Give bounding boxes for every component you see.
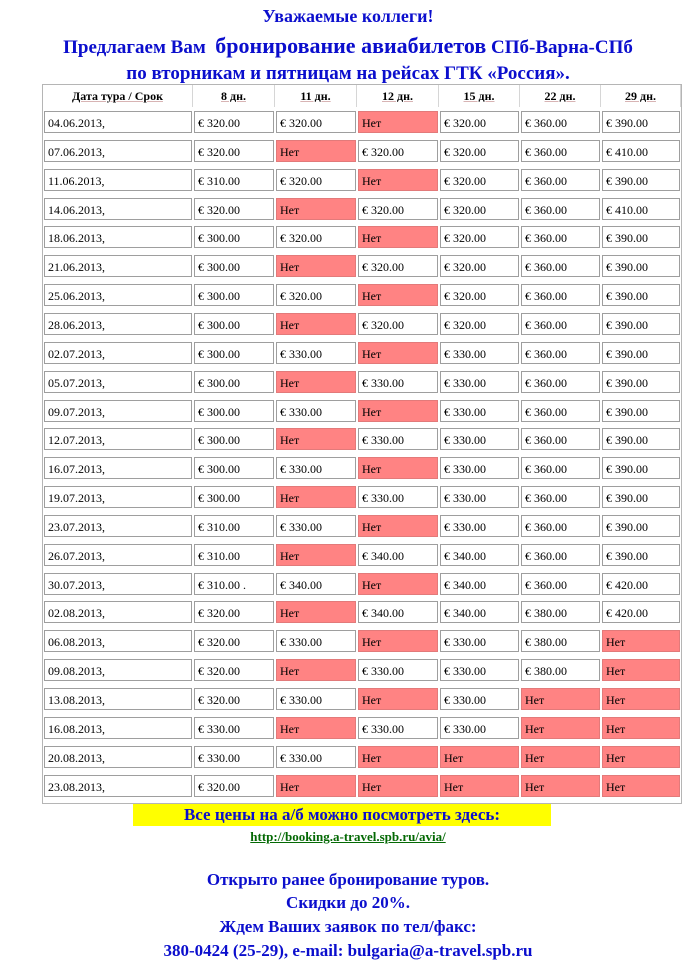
price-cell: € 330.00 <box>276 457 356 479</box>
offer-lead: Предлагаем Вам <box>63 37 206 58</box>
footer-contacts: 380-0424 (25-29), e-mail: bulgaria@a-travel.spb.ru <box>163 941 533 960</box>
unavailable-cell: Нет <box>358 746 438 768</box>
column-header-date: Дата тура / Срок <box>43 85 193 107</box>
price-cell: € 320.00 <box>194 775 274 797</box>
price-cell: € 390.00 <box>602 400 680 422</box>
unavailable-cell: Нет <box>358 111 438 133</box>
price-cell: € 330.00 <box>440 688 519 710</box>
price-cell: € 380.00 <box>521 659 600 681</box>
unavailable-cell: Нет <box>276 717 356 739</box>
footer-early-booking: Открыто ранее бронирование туров. <box>206 870 490 889</box>
price-cell: € 410.00 <box>602 198 680 220</box>
tour-date-cell: 18.06.2013, <box>44 226 192 248</box>
unavailable-cell: Нет <box>276 371 356 393</box>
price-cell: € 340.00 <box>276 573 356 595</box>
price-cell: € 330.00 <box>276 342 356 364</box>
price-cell: € 300.00 <box>194 371 274 393</box>
price-cell: € 330.00 <box>440 515 519 537</box>
price-cell: € 300.00 <box>194 284 274 306</box>
price-cell: € 360.00 <box>521 515 600 537</box>
price-cell: € 310.00 <box>194 169 274 191</box>
tour-date-cell: 30.07.2013, <box>44 573 192 595</box>
unavailable-cell: Нет <box>521 688 600 710</box>
price-cell: € 320.00 <box>440 226 519 248</box>
price-cell: € 340.00 <box>358 544 438 566</box>
price-cell: € 320.00 <box>276 226 356 248</box>
price-cell: € 330.00 <box>276 688 356 710</box>
column-header-d29: 29 дн. <box>601 85 681 107</box>
price-cell: € 330.00 <box>440 659 519 681</box>
price-cell: € 300.00 <box>194 428 274 450</box>
price-cell: € 360.00 <box>521 198 600 220</box>
tour-date-cell: 02.08.2013, <box>44 601 192 623</box>
price-cell: € 320.00 <box>440 169 519 191</box>
tour-date-cell: 02.07.2013, <box>44 342 192 364</box>
price-cell: € 320.00 <box>276 169 356 191</box>
price-cell: € 390.00 <box>602 169 680 191</box>
price-table <box>42 84 682 804</box>
unavailable-cell: Нет <box>276 601 356 623</box>
price-cell: € 330.00 <box>358 486 438 508</box>
price-cell: € 360.00 <box>521 342 600 364</box>
price-cell: € 330.00 <box>440 428 519 450</box>
unavailable-cell: Нет <box>440 746 519 768</box>
price-cell: € 330.00 <box>194 717 274 739</box>
unavailable-cell: Нет <box>276 255 356 277</box>
unavailable-cell: Нет <box>358 573 438 595</box>
tour-date-cell: 12.07.2013, <box>44 428 192 450</box>
price-cell: € 390.00 <box>602 111 680 133</box>
price-cell: € 360.00 <box>521 140 600 162</box>
price-cell: € 420.00 <box>602 573 680 595</box>
tour-date-cell: 21.06.2013, <box>44 255 192 277</box>
price-cell: € 360.00 <box>521 486 600 508</box>
price-cell: € 330.00 <box>358 428 438 450</box>
unavailable-cell: Нет <box>276 775 356 797</box>
all-prices-banner <box>133 804 551 826</box>
price-cell: € 300.00 <box>194 457 274 479</box>
price-cell: € 320.00 <box>358 198 438 220</box>
unavailable-cell: Нет <box>602 630 680 652</box>
price-cell: € 390.00 <box>602 342 680 364</box>
price-cell: € 330.00 <box>440 486 519 508</box>
price-cell: € 360.00 <box>521 457 600 479</box>
tour-date-cell: 23.07.2013, <box>44 515 192 537</box>
price-cell: € 320.00 <box>194 198 274 220</box>
price-cell: € 390.00 <box>602 313 680 335</box>
price-cell: € 320.00 <box>358 255 438 277</box>
price-cell: € 330.00 <box>358 659 438 681</box>
unavailable-cell: Нет <box>276 428 356 450</box>
price-cell: € 320.00 <box>358 313 438 335</box>
offer-heading <box>0 33 696 59</box>
tour-date-cell: 07.06.2013, <box>44 140 192 162</box>
price-cell: € 390.00 <box>602 544 680 566</box>
unavailable-cell: Нет <box>358 284 438 306</box>
price-cell: € 340.00 <box>358 601 438 623</box>
price-cell: € 420.00 <box>602 601 680 623</box>
price-cell: € 360.00 <box>521 284 600 306</box>
price-cell: € 300.00 <box>194 486 274 508</box>
price-cell: € 330.00 <box>194 746 274 768</box>
unavailable-cell: Нет <box>602 717 680 739</box>
unavailable-cell: Нет <box>358 630 438 652</box>
unavailable-cell: Нет <box>602 746 680 768</box>
tour-date-cell: 04.06.2013, <box>44 111 192 133</box>
tour-date-cell: 16.08.2013, <box>44 717 192 739</box>
unavailable-cell: Нет <box>276 544 356 566</box>
price-cell: € 390.00 <box>602 515 680 537</box>
booking-link[interactable]: http://booking.a-travel.spb.ru/avia/ <box>250 829 446 844</box>
tour-date-cell: 09.07.2013, <box>44 400 192 422</box>
all-prices-banner-colon: : <box>494 805 501 824</box>
price-cell: € 390.00 <box>602 226 680 248</box>
price-cell: € 360.00 <box>521 111 600 133</box>
price-cell: € 320.00 <box>276 111 356 133</box>
price-cell: € 300.00 <box>194 255 274 277</box>
price-cell: € 300.00 <box>194 400 274 422</box>
price-cell: € 360.00 <box>521 400 600 422</box>
price-cell: € 390.00 <box>602 486 680 508</box>
price-cell: € 300.00 <box>194 342 274 364</box>
price-cell: € 360.00 <box>521 573 600 595</box>
tour-date-cell: 11.06.2013, <box>44 169 192 191</box>
price-cell: € 320.00 <box>440 198 519 220</box>
unavailable-cell: Нет <box>602 775 680 797</box>
price-cell: € 320.00 <box>440 140 519 162</box>
unavailable-cell: Нет <box>276 313 356 335</box>
price-cell: € 320.00 <box>194 601 274 623</box>
price-cell: € 310.00 <box>194 544 274 566</box>
unavailable-cell: Нет <box>358 400 438 422</box>
price-cell: € 360.00 <box>521 313 600 335</box>
tour-date-cell: 19.07.2013, <box>44 486 192 508</box>
tour-date-cell: 13.08.2013, <box>44 688 192 710</box>
unavailable-cell: Нет <box>276 140 356 162</box>
price-cell: € 360.00 <box>521 169 600 191</box>
price-cell: € 330.00 <box>440 717 519 739</box>
unavailable-cell: Нет <box>358 515 438 537</box>
price-cell: € 330.00 <box>440 342 519 364</box>
unavailable-cell: Нет <box>521 746 600 768</box>
offer-main: бронирование авиабилетов <box>215 33 487 58</box>
price-cell: € 340.00 <box>440 573 519 595</box>
price-cell: € 320.00 <box>194 111 274 133</box>
column-header-d12: 12 дн. <box>357 85 439 107</box>
price-cell: € 330.00 <box>440 371 519 393</box>
unavailable-cell: Нет <box>358 169 438 191</box>
price-cell: € 310.00 <box>194 515 274 537</box>
price-cell: € 360.00 <box>521 544 600 566</box>
price-cell: € 390.00 <box>602 284 680 306</box>
offer-schedule: по вторникам и пятницам на рейсах ГТК «Россия». <box>126 63 570 84</box>
price-cell: € 300.00 <box>194 226 274 248</box>
price-cell: € 330.00 <box>440 400 519 422</box>
price-cell: € 340.00 <box>440 544 519 566</box>
unavailable-cell: Нет <box>358 342 438 364</box>
unavailable-cell: Нет <box>521 717 600 739</box>
price-cell: € 380.00 <box>521 630 600 652</box>
price-cell: € 360.00 <box>521 428 600 450</box>
price-cell: € 340.00 <box>440 601 519 623</box>
unavailable-cell: Нет <box>358 457 438 479</box>
tour-date-cell: 23.08.2013, <box>44 775 192 797</box>
tour-date-cell: 14.06.2013, <box>44 198 192 220</box>
footer-discount: Скидки до 20%. <box>286 893 410 912</box>
price-cell: € 330.00 <box>276 400 356 422</box>
price-cell: € 320.00 <box>440 255 519 277</box>
price-cell: € 320.00 <box>276 284 356 306</box>
price-cell: € 360.00 <box>521 226 600 248</box>
unavailable-cell: Нет <box>440 775 519 797</box>
price-cell: € 320.00 <box>194 630 274 652</box>
price-cell: € 310.00 . <box>194 573 274 595</box>
tour-date-cell: 28.06.2013, <box>44 313 192 335</box>
price-cell: € 320.00 <box>440 313 519 335</box>
price-cell: € 380.00 <box>521 601 600 623</box>
price-cell: € 330.00 <box>358 717 438 739</box>
column-header-d15: 15 дн. <box>439 85 520 107</box>
price-cell: € 320.00 <box>358 140 438 162</box>
greeting-heading: Уважаемые коллеги! <box>262 6 434 26</box>
tour-date-cell: 06.08.2013, <box>44 630 192 652</box>
price-cell: € 360.00 <box>521 255 600 277</box>
price-cell: € 320.00 <box>194 659 274 681</box>
all-prices-banner-text: Все цены на а/б можно посмотреть здесь <box>183 805 495 824</box>
price-cell: € 320.00 <box>440 284 519 306</box>
unavailable-cell: Нет <box>276 198 356 220</box>
price-cell: € 390.00 <box>602 371 680 393</box>
tour-date-cell: 16.07.2013, <box>44 457 192 479</box>
unavailable-cell: Нет <box>602 688 680 710</box>
price-cell: € 330.00 <box>440 630 519 652</box>
price-cell: € 320.00 <box>194 688 274 710</box>
tour-date-cell: 09.08.2013, <box>44 659 192 681</box>
price-cell: € 300.00 <box>194 313 274 335</box>
offer-route: СПб-Варна-СПб <box>491 37 633 58</box>
column-header-d11: 11 дн. <box>275 85 357 107</box>
price-cell: € 390.00 <box>602 428 680 450</box>
tour-date-cell: 05.07.2013, <box>44 371 192 393</box>
price-cell: € 330.00 <box>276 630 356 652</box>
unavailable-cell: Нет <box>358 775 438 797</box>
price-cell: € 330.00 <box>276 746 356 768</box>
tour-date-cell: 20.08.2013, <box>44 746 192 768</box>
price-cell: € 390.00 <box>602 457 680 479</box>
price-cell: € 360.00 <box>521 371 600 393</box>
price-cell: € 330.00 <box>440 457 519 479</box>
tour-date-cell: 26.07.2013, <box>44 544 192 566</box>
unavailable-cell: Нет <box>276 659 356 681</box>
unavailable-cell: Нет <box>602 659 680 681</box>
price-cell: € 330.00 <box>358 371 438 393</box>
price-cell: € 320.00 <box>194 140 274 162</box>
price-cell: € 320.00 <box>440 111 519 133</box>
column-header-d8: 8 дн. <box>193 85 275 107</box>
price-cell: € 330.00 <box>276 515 356 537</box>
column-header-d22: 22 дн. <box>520 85 601 107</box>
tour-date-cell: 25.06.2013, <box>44 284 192 306</box>
unavailable-cell: Нет <box>358 688 438 710</box>
unavailable-cell: Нет <box>521 775 600 797</box>
footer-invite: Ждем Ваших заявок по тел/факс: <box>219 917 477 936</box>
unavailable-cell: Нет <box>358 226 438 248</box>
unavailable-cell: Нет <box>276 486 356 508</box>
price-cell: € 390.00 <box>602 255 680 277</box>
price-cell: € 410.00 <box>602 140 680 162</box>
